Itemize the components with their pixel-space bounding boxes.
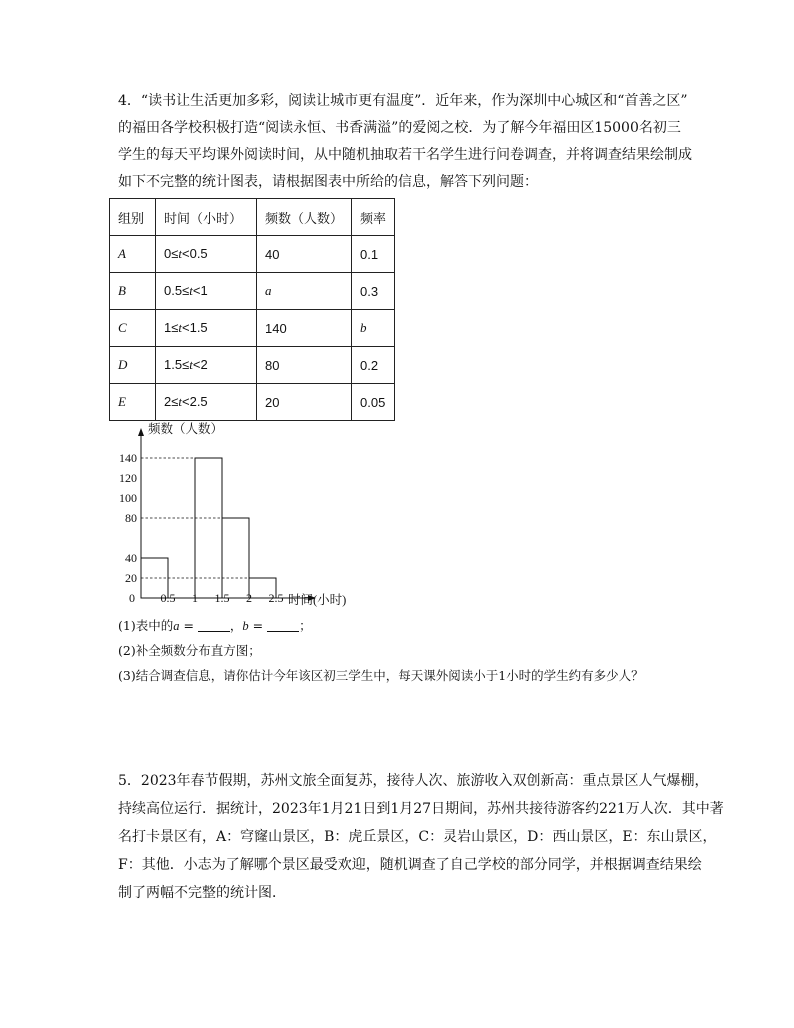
cell-group: C <box>110 310 156 347</box>
x-tick-label: 2 <box>246 591 252 605</box>
cell-time: 0.5≤t<1 <box>156 273 257 310</box>
y-tick-label: 40 <box>125 551 137 565</box>
table-header-row <box>110 199 395 236</box>
y-tick-label: 100 <box>119 491 137 505</box>
x-tick-label: 1.5 <box>214 591 230 605</box>
cell-time: 1.5≤t<2 <box>156 347 257 384</box>
cell-rate: 0.2 <box>352 347 395 384</box>
cell-count: 40 <box>257 236 352 273</box>
y-axis-arrow <box>138 428 144 436</box>
q5-line-2: 持续高位运行．据统计，2023年1月21日到1月27日期间，苏州共接待游客约221万人次．其中著 <box>118 801 724 817</box>
x-tick-label: 2.5 <box>268 591 284 605</box>
q5-line-4: F：其他．小志为了解哪个景区最受欢迎，随机调查了自己学校的部分同学，并根据调查结果绘 <box>118 857 702 873</box>
x-tick-label: 0.5 <box>160 591 176 605</box>
header-group: 组别 <box>110 199 156 236</box>
q4-line-3: 学生的每天平均课外阅读时间，从中随机抽取若干名学生进行问卷调查，并将调查结果绘制成 <box>118 147 692 163</box>
q5-line-3: 名打卡景区有，A：穹窿山景区，B：虎丘景区，C：灵岩山景区，D：西山景区，E：东山景区， <box>118 829 717 845</box>
frequency-histogram <box>110 422 370 612</box>
y-axis-label: 频数（人数） <box>148 422 224 436</box>
cell-rate: 0.1 <box>352 236 395 273</box>
y-tick-label: 120 <box>119 471 137 485</box>
x-axis-label: 时间(小时) <box>288 593 347 607</box>
cell-group: D <box>110 347 156 384</box>
cell-rate: b <box>352 310 395 347</box>
header-count: 频数（人数） <box>257 199 352 236</box>
q4-question-3: (3)结合调查信息，请你估计今年该区初三学生中，每天课外阅读小于1小时的学生约有多少人？ <box>118 668 644 683</box>
q4-line-2: 的福田各学校积极打造“阅读永恒、书香满溢”的爱阅之校．为了解今年福田区15000名初三 <box>118 120 681 136</box>
header-rate: 频率 <box>352 199 395 236</box>
cell-count: a <box>257 273 352 310</box>
cell-time: 0≤t<0.5 <box>156 236 257 273</box>
cell-count: 140 <box>257 310 352 347</box>
header-time: 时间（小时） <box>156 199 257 236</box>
table-row <box>110 384 395 421</box>
cell-rate: 0.3 <box>352 273 395 310</box>
y-tick-label: 140 <box>119 451 137 465</box>
answer-blank-a[interactable] <box>198 618 230 632</box>
y-tick-label: 80 <box>125 511 137 525</box>
y-tick-label: 20 <box>125 571 137 585</box>
table-row <box>110 236 395 273</box>
cell-time: 1≤t<1.5 <box>156 310 257 347</box>
cell-group: E <box>110 384 156 421</box>
histogram-bar <box>222 518 249 598</box>
cell-time: 2≤t<2.5 <box>156 384 257 421</box>
histogram-bar <box>195 458 222 598</box>
x-tick-label: 1 <box>192 591 198 605</box>
table-row <box>110 347 395 384</box>
q4-question-1: (1)表中的a = ，b = ； <box>118 618 312 633</box>
q5-line-5: 制了两幅不完整的统计图． <box>118 885 286 901</box>
table-row <box>110 273 395 310</box>
cell-rate: 0.05 <box>352 384 395 421</box>
frequency-table <box>109 198 395 421</box>
cell-count: 20 <box>257 384 352 421</box>
answer-blank-b[interactable] <box>267 618 299 632</box>
q4-question-2: (2)补全频数分布直方图； <box>118 643 261 658</box>
cell-group: A <box>110 236 156 273</box>
q4-line-1: 4．“读书让生活更加多彩，阅读让城市更有温度”．近年来，作为深圳中心城区和“首善之区” <box>118 93 688 109</box>
cell-group: B <box>110 273 156 310</box>
table-row <box>110 310 395 347</box>
q4-line-4: 如下不完整的统计图表，请根据图表中所给的信息，解答下列问题： <box>118 174 538 190</box>
origin-label: 0 <box>129 591 135 605</box>
q5-line-1: 5．2023年春节假期，苏州文旅全面复苏，接待人次、旅游收入双创新高：重点景区人气爆棚， <box>118 773 709 789</box>
cell-count: 80 <box>257 347 352 384</box>
